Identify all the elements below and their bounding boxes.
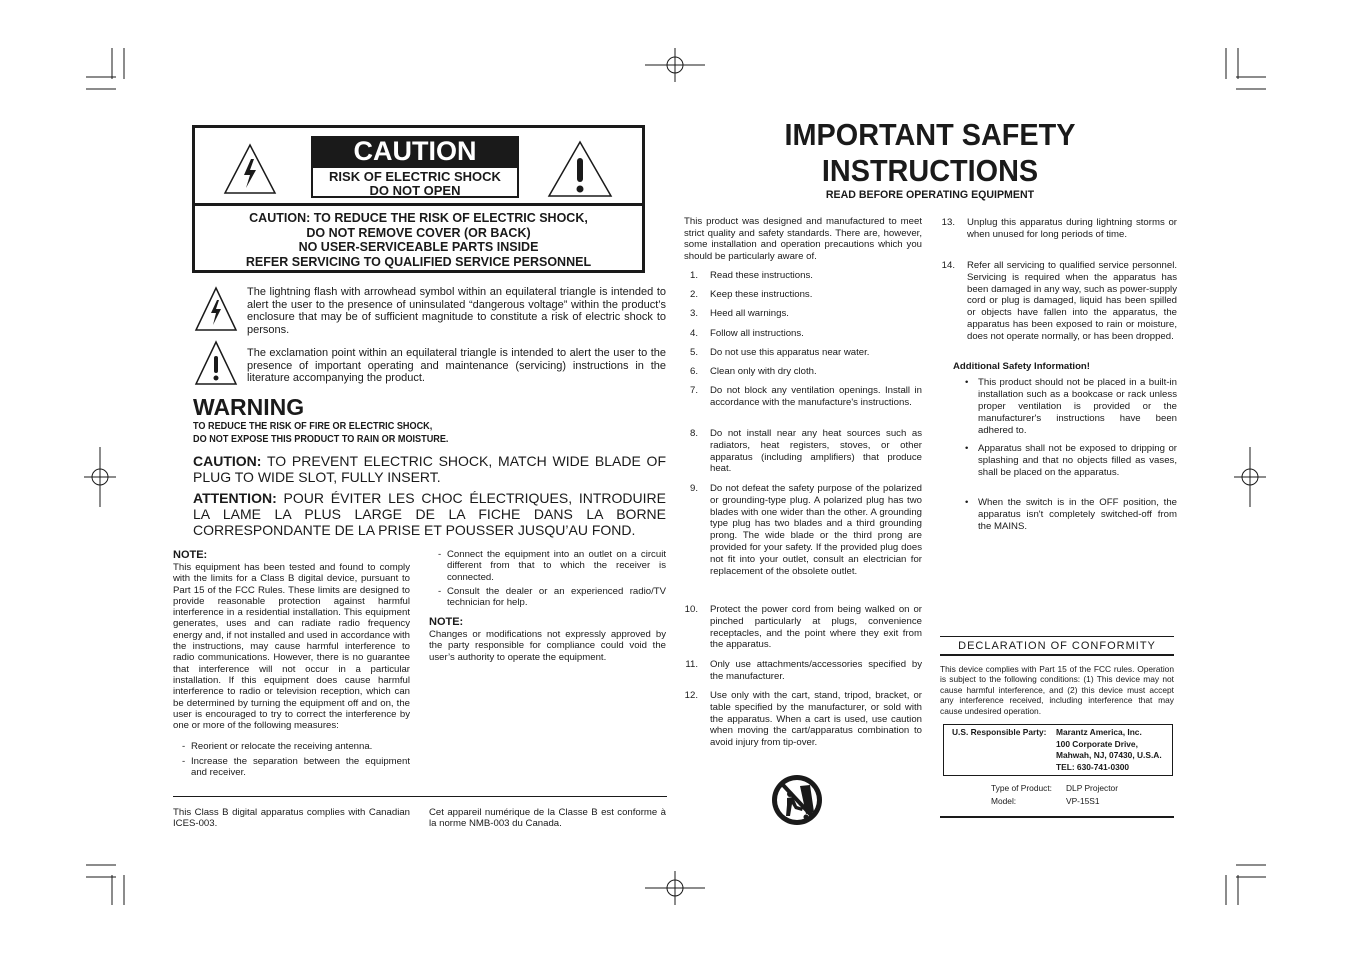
item-text: Do not install near any heat sources such as radiators, heat registers, stoves, or other apparatus (including amplifiers) that produce heat. bbox=[710, 428, 922, 475]
divider bbox=[173, 796, 667, 797]
item-text: Do not block any ventilation openings. Install in accordance with the manufacture's instructions. bbox=[710, 385, 922, 408]
item-number: 12. bbox=[684, 690, 698, 701]
instruction-item bbox=[689, 328, 922, 340]
warning-text bbox=[193, 421, 448, 446]
additional-item bbox=[965, 497, 1177, 533]
title-line: IMPORTANT SAFETY bbox=[784, 117, 1076, 152]
additional-text: When the switch is in the OFF position, the apparatus isn't completely switched-off from the MAINS. bbox=[978, 497, 1177, 532]
title-line: INSTRUCTIONS bbox=[821, 153, 1039, 188]
measure-text: Consult the dealer or an experienced radio/TV technician for help. bbox=[447, 586, 666, 609]
attention-label: ATTENTION: bbox=[193, 490, 277, 506]
party-line: Mahwah, NJ, 07430, U.S.A. bbox=[1056, 750, 1162, 761]
additional-text: This product should not be placed in a built-in installation such as a bookcase or rack unless proper ventilation is provided or the manufacturer's instructions have been adhered to. bbox=[978, 377, 1177, 436]
caution-line: NO USER-SERVICEABLE PARTS INSIDE bbox=[298, 240, 539, 255]
item-text: Do not use this apparatus near water. bbox=[710, 347, 870, 358]
plug-caution bbox=[193, 454, 666, 485]
item-number: 13. bbox=[941, 217, 955, 228]
item-text: Read these instructions. bbox=[710, 270, 813, 281]
caution-instructions bbox=[195, 211, 642, 269]
instruction-item bbox=[689, 289, 922, 301]
item-text: Protect the power cord from being walked on or pinched particularly at plugs, convenience receptacles, and the point where they exit from the apparatus. bbox=[710, 604, 922, 651]
bullet: • bbox=[965, 497, 969, 508]
measure-item bbox=[438, 549, 666, 583]
instruction-item bbox=[689, 366, 922, 378]
exclamation-triangle-icon bbox=[547, 140, 613, 198]
item-text: Only use attachments/accessories specified by the manufacturer. bbox=[710, 659, 922, 682]
warning-line: DO NOT EXPOSE THIS PRODUCT TO RAIN OR MOISTURE. bbox=[193, 433, 449, 445]
measure-text: Connect the equipment into an outlet on a circuit different from that to which the receiver is connected. bbox=[447, 549, 666, 583]
additional-item bbox=[965, 377, 1177, 437]
instruction-item bbox=[689, 308, 922, 320]
instruction-item bbox=[684, 690, 922, 749]
plug-caution-text: TO PREVENT ELECTRIC SHOCK, MATCH WIDE BLADE OF PLUG TO WIDE SLOT, FULLY INSERT. bbox=[193, 453, 666, 485]
item-number: 4. bbox=[689, 328, 698, 339]
note-heading: NOTE: bbox=[173, 549, 208, 561]
item-number: 1. bbox=[689, 270, 698, 281]
item-number: 3. bbox=[689, 308, 698, 319]
declaration-text: This device complies with Part 15 of the FCC rules. Operation is subject to the following conditions: (1) This device may not cause harmful interference, and (2) this device must accept any interference received, including interference that may cause undesired operation. bbox=[940, 664, 1174, 716]
instruction-item bbox=[689, 270, 922, 282]
party-address bbox=[1056, 727, 1162, 773]
item-number: 2. bbox=[689, 289, 698, 300]
note2-body: Changes or modifications not expressly approved by the party responsible for compliance could void the user’s authority to operate the equipment. bbox=[429, 629, 666, 663]
fcc-note-body: This equipment has been tested and found to comply with the limits for a Class B digital device, pursuant to Part 15 of the FCC Rules. These limits are designed to provide reasonable protection against harmful interference in a residential installation. This equipment generates, uses and can radiate radio frequency energy and, if not installed and used in accordance with the instructions, may cause harmful interference to radio communications. However, there is no guarantee that interference will not occur in a particular installation. If this equipment does cause harmful interference to radio or television reception, which can be determined by turning the equipment off and on, the user is encouraged to try to correct the interference by one or more of the following measures: bbox=[173, 562, 410, 732]
lightning-symbol-text: The lightning flash with arrowhead symbol within an equilateral triangle is intended to alert the user to the presence of uninsulated “dangerous voltage” within the product’s enclosure that may be of sufficient magnitude to constitute a risk of electric shock to persons. bbox=[247, 286, 666, 336]
instruction-item bbox=[689, 385, 922, 409]
item-text: Unplug this apparatus during lightning storms or when unused for long periods of time. bbox=[967, 217, 1177, 240]
party-label: U.S. Responsible Party: bbox=[952, 727, 1047, 737]
item-text: Do not defeat the safety purpose of the polarized or grounding-type plug. A polarized plug has two blades with one wider than the other. A grounding type plug has two blades and a third grounding prong. The wide blade or the third prong are provided for your safety. If the provided plug does not fit into your outlet, consult an electrician for replacement of the obsolete outlet. bbox=[710, 483, 922, 577]
product-type-label: Type of Product: bbox=[991, 783, 1052, 793]
dash: - bbox=[182, 756, 186, 767]
declaration-bottom-rule bbox=[940, 816, 1174, 818]
item-number: 10. bbox=[684, 604, 698, 615]
intro-text: This product was designed and manufactured to meet strict quality and safety standards. There are, however, some installation and operation precautions which you should be particularly aware of. bbox=[684, 216, 922, 262]
instruction-item bbox=[685, 659, 922, 683]
caution-line: DO NOT REMOVE COVER (OR BACK) bbox=[306, 225, 531, 240]
party-line: Marantz America, Inc. bbox=[1056, 727, 1142, 737]
item-number: 7. bbox=[689, 385, 698, 396]
dash: - bbox=[438, 586, 442, 597]
dash: - bbox=[182, 741, 186, 752]
measure-text: Increase the separation between the equipment and receiver. bbox=[191, 756, 410, 779]
measure-text: Reorient or relocate the receiving antenna. bbox=[191, 741, 373, 752]
caution-banner: CAUTION bbox=[311, 136, 519, 166]
caution-line: CAUTION: TO REDUCE THE RISK OF ELECTRIC SHOCK, bbox=[249, 211, 588, 225]
attention-text: POUR ÉVITER LES CHOC ÉLECTRIQUES, INTRODUIRE LA LAME LA PLUS LARGE DE LA FICHE DANS LA BORNE CORRESPONDANTE DE LA PRISE ET POUSSER JUSQU’AU FOND. bbox=[193, 490, 666, 538]
bullet: • bbox=[965, 377, 969, 388]
additional-info-heading: Additional Safety Information! bbox=[953, 361, 1090, 372]
instruction-item bbox=[684, 604, 922, 651]
instruction-item bbox=[689, 347, 922, 359]
measure-item bbox=[182, 756, 410, 779]
instruction-item bbox=[689, 483, 922, 577]
item-number: 14. bbox=[941, 260, 955, 271]
canada-french: Cet appareil numérique de la Classe B est conforme à la norme NMB-003 du Canada. bbox=[429, 807, 666, 830]
model-label: Model: bbox=[991, 796, 1017, 806]
measure-item bbox=[438, 586, 666, 609]
item-text: Use only with the cart, stand, tripod, bracket, or table specified by the manufacturer, or sold with the apparatus. When a cart is used, use caution when moving the cart/apparatus combination to avoid injury from tip-over. bbox=[710, 690, 922, 749]
canada-english: This Class B digital apparatus complies with Canadian ICES-003. bbox=[173, 807, 410, 830]
item-text: Keep these instructions. bbox=[710, 289, 813, 300]
item-text: Refer all servicing to qualified service personnel. Servicing is required when the apparatus has been damaged in any way, such as power-supply cord or plug is damaged, liquid has been spilled or objects have fallen into the apparatus, the apparatus has been exposed to rain or moisture, does not operate normally, or has been dropped. bbox=[967, 260, 1177, 342]
risk-of-shock-label bbox=[311, 166, 519, 198]
plug-attention bbox=[193, 490, 666, 538]
item-number: 8. bbox=[689, 428, 698, 439]
party-line: 100 Corporate Drive, bbox=[1056, 738, 1138, 749]
additional-text: Apparatus shall not be exposed to dripping or splashing and that no objects filled as vases, shall be placed on the apparatus. bbox=[978, 443, 1177, 478]
measure-item bbox=[182, 741, 410, 752]
caution-header bbox=[195, 128, 642, 206]
model-value: VP-15S1 bbox=[1066, 796, 1100, 806]
caution-line: REFER SERVICING TO QUALIFIED SERVICE PERSONNEL bbox=[245, 254, 592, 269]
dash: - bbox=[438, 549, 442, 560]
warning-title: WARNING bbox=[193, 394, 305, 420]
declaration-title: DECLARATION OF CONFORMITY bbox=[958, 640, 1156, 652]
do-not-open-line: DO NOT OPEN bbox=[369, 183, 461, 198]
product-type-value: DLP Projector bbox=[1066, 783, 1118, 793]
exclamation-symbol-icon bbox=[194, 340, 238, 386]
caution-label-box bbox=[192, 125, 645, 273]
item-text: Follow all instructions. bbox=[710, 328, 804, 339]
page-title bbox=[753, 117, 1106, 189]
party-line: TEL: 630-741-0300 bbox=[1056, 761, 1130, 772]
exclamation-symbol-text: The exclamation point within an equilateral triangle is intended to alert the user to the presence of important operating and maintenance (servicing) instructions in the literature accompanying the product. bbox=[247, 347, 666, 384]
risk-line: RISK OF ELECTRIC SHOCK bbox=[329, 169, 501, 184]
cart-tipover-warning-icon bbox=[770, 772, 824, 828]
lightning-triangle-icon bbox=[223, 143, 277, 195]
item-number: 11. bbox=[685, 659, 698, 670]
item-number: 5. bbox=[689, 347, 698, 358]
bullet: • bbox=[965, 443, 969, 454]
plug-caution-label: CAUTION: bbox=[193, 453, 262, 469]
instruction-item bbox=[941, 260, 1177, 343]
item-text: Clean only with dry cloth. bbox=[710, 366, 817, 377]
item-text: Heed all warnings. bbox=[710, 308, 789, 319]
warning-line: TO REDUCE THE RISK OF FIRE OR ELECTRIC SHOCK, bbox=[193, 421, 433, 432]
note2-heading: NOTE: bbox=[429, 616, 464, 628]
item-number: 9. bbox=[689, 483, 698, 494]
instruction-item bbox=[941, 217, 1177, 241]
instruction-item bbox=[689, 428, 922, 475]
additional-item bbox=[965, 443, 1177, 479]
item-number: 6. bbox=[689, 366, 698, 377]
lightning-symbol-icon bbox=[194, 286, 238, 332]
page-subtitle: READ BEFORE OPERATING EQUIPMENT bbox=[825, 189, 1035, 201]
